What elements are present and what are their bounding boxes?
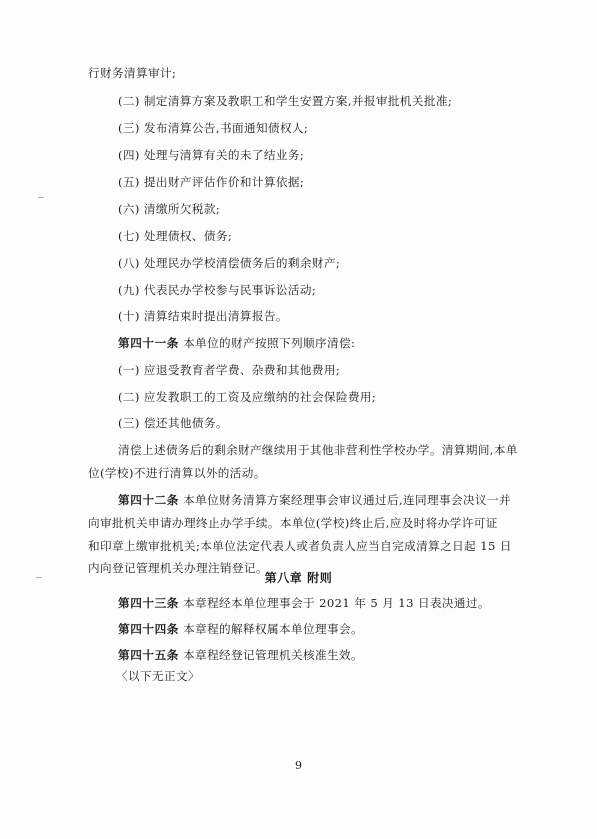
article-text: 本章程经本单位理事会于 2021 年 5 月 13 日表决通过。 (183, 596, 490, 610)
scan-mark (38, 197, 44, 198)
list-item: (五) 提出财产评估作价和计算依据; (118, 175, 305, 189)
article-43 (118, 596, 490, 611)
list-item: (七) 处理债权、债务; (118, 229, 233, 243)
chapter-heading: 第八章 附则 (264, 571, 333, 585)
paragraph-line: 清偿上述债务后的剩余财产继续用于其他非营利性学校办学。清算期间,本单 (118, 443, 518, 457)
list-item: (六) 清缴所欠税款; (118, 202, 221, 216)
end-note: 〈以下无正文〉 (116, 669, 200, 683)
list-item: (十) 清算结束时提出清算报告。 (118, 309, 288, 323)
article-label: 第四十五条 (118, 648, 179, 662)
paragraph-line: 向审批机关申请办理终止办学手续。本单位(学校)终止后,应及时将办学许可证 (88, 516, 498, 530)
text-line: 行财务清算审计; (88, 66, 177, 80)
paragraph-line: 位(学校)不进行清算以外的活动。 (88, 466, 266, 480)
list-item: (一) 应退受教育者学费、杂费和其他费用; (118, 363, 341, 377)
article-label: 第四十四条 (118, 622, 179, 636)
list-item: (二) 应发教职工的工资及应缴纳的社会保险费用; (118, 390, 377, 404)
article-45 (118, 648, 363, 663)
article-label: 第四十二条 (118, 493, 179, 507)
article-text: 本单位的财产按照下列顺序清偿: (183, 336, 356, 350)
paragraph-line: 内向登记管理机关办理注销登记。 (88, 561, 268, 575)
list-item: (四) 处理与清算有关的未了结业务; (118, 148, 305, 162)
article-text: 本章程经登记管理机关核准生效。 (183, 648, 363, 662)
article-44 (118, 622, 363, 637)
list-item: (八) 处理民办学校清偿债务后的剩余财产; (118, 256, 341, 270)
article-41 (118, 336, 355, 351)
page-number: 9 (295, 759, 302, 772)
list-item: (三) 偿还其他债务。 (118, 416, 228, 430)
article-label: 第四十三条 (118, 596, 179, 610)
list-item: (三) 发布清算公告,书面通知债权人; (118, 121, 309, 135)
article-text: 本单位财务清算方案经理事会审议通过后,连同理事会决议一并 (183, 493, 511, 507)
article-text: 本章程的解释权属本单位理事会。 (183, 622, 363, 636)
list-item: (二) 制定清算方案及教职工和学生安置方案,并报审批机关批准; (118, 94, 453, 108)
list-item: (九) 代表民办学校参与民事诉讼活动; (118, 283, 317, 297)
paragraph-line: 和印章上缴审批机关;本单位法定代表人或者负责人应当自完成清算之日起 15 日 (88, 539, 512, 553)
article-label: 第四十一条 (118, 336, 179, 350)
article-42 (118, 493, 511, 508)
